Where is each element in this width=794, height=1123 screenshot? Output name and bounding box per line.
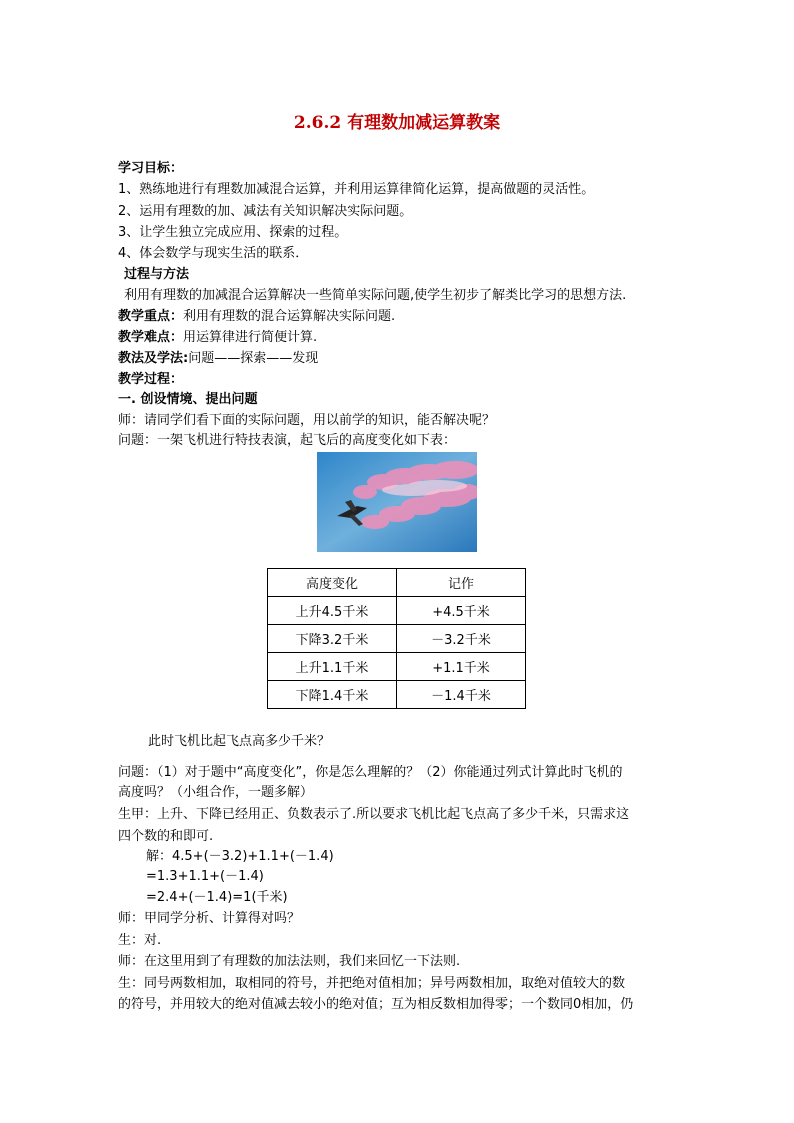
difficulty-text: 用运算律进行简便计算. (183, 330, 318, 345)
table-cell: 上升1.1千米 (268, 653, 397, 681)
objectives-heading: 学习目标： (118, 161, 184, 176)
teacher-question: 师：在这里用到了有理数的加法法则，我们来回忆一下法则. (118, 954, 461, 969)
page-title: 2.6.2 有理数加减运算教案 (293, 113, 501, 133)
teacher-question: 师：请同学们看下面的实际问题，用以前学的知识，能否解决呢？ (118, 413, 496, 428)
methods (118, 350, 318, 368)
altitude-change-table (267, 568, 526, 709)
objective-item: 1、熟练地进行有理数加减混合运算，并利用运算律简化运算，提高做题的灵活性。 (118, 182, 595, 197)
table-header-cell: 记作 (397, 569, 526, 597)
methods-label: 教法及学法: (118, 351, 189, 366)
difficulty (118, 329, 317, 347)
questions-line: 高度吗？（小组合作，一题多解） (118, 785, 314, 800)
student-answer-line: 生甲：上升、下降已经用正、负数表示了.所以要求飞机比起飞点高了多少千米，只需求这 (118, 807, 630, 822)
main-question: 此时飞机比起飞点高多少千米？ (148, 734, 331, 749)
table-cell: +4.5千米 (397, 597, 526, 625)
process-method-heading: 过程与方法 (124, 267, 190, 282)
questions-line: 问题：（1）对于题中“高度变化”，你是怎么理解的？（2）你能通过列式计算此时飞机的 (118, 765, 623, 780)
objective-item: 2、运用有理数的加、减法有关知识解决实际问题。 (118, 204, 413, 219)
table-header-cell: 高度变化 (268, 569, 397, 597)
solution-line: =1.3+1.1+(－1.4) (146, 869, 264, 884)
airshow-photo (317, 452, 477, 552)
objective-item: 4、体会数学与现实生活的联系． (118, 246, 309, 261)
process-heading: 教学过程： (118, 372, 184, 387)
difficulty-label: 教学难点： (118, 330, 184, 345)
student-rule-line: 的符号，并用较大的绝对值减去较小的绝对值；互为相反数相加得零；一个数同0相加，仍 (118, 997, 634, 1012)
solution-line: =2.4+(－1.4)=1(千米) (146, 890, 288, 905)
key-point-text: 利用有理数的混合运算解决实际问题. (183, 309, 396, 324)
table-cell: 上升4.5千米 (268, 597, 397, 625)
student-answer-line: 四个数的和即可. (118, 829, 214, 844)
section-heading: 一. 创设情境、提出问题 (118, 392, 258, 407)
objective-item: 3、让学生独立完成应用、探索的过程。 (118, 225, 348, 240)
table-cell: +1.1千米 (397, 653, 526, 681)
problem-intro: 问题：一架飞机进行特技表演，起飞后的高度变化如下表： (118, 433, 457, 448)
process-method-text: 利用有理数的加减混合运算解决一些简单实际问题,使学生初步了解类比学习的思想方法. (124, 288, 627, 303)
solution-line: 解：4.5+(－3.2)+1.1+(－1.4) (146, 849, 334, 864)
table-cell: －3.2千米 (397, 625, 526, 653)
table-cell: 下降3.2千米 (268, 625, 397, 653)
airplane-smoke-image (317, 452, 477, 552)
teacher-question: 师：甲同学分析、计算得对吗？ (118, 911, 301, 926)
student-response: 生：对. (118, 933, 162, 948)
student-rule-line: 生：同号两数相加，取相同的符号，并把绝对值相加；异号两数相加，取绝对值较大的数 (118, 976, 626, 991)
table-row (268, 597, 526, 625)
table-cell: －1.4千米 (397, 681, 526, 709)
key-point (118, 308, 395, 326)
table-row (268, 625, 526, 653)
table-header-row (268, 569, 526, 597)
table-row (268, 653, 526, 681)
methods-text: 问题——探索——发现 (188, 351, 319, 366)
key-point-label: 教学重点： (118, 309, 184, 324)
table-cell: 下降1.4千米 (268, 681, 397, 709)
table-row (268, 681, 526, 709)
